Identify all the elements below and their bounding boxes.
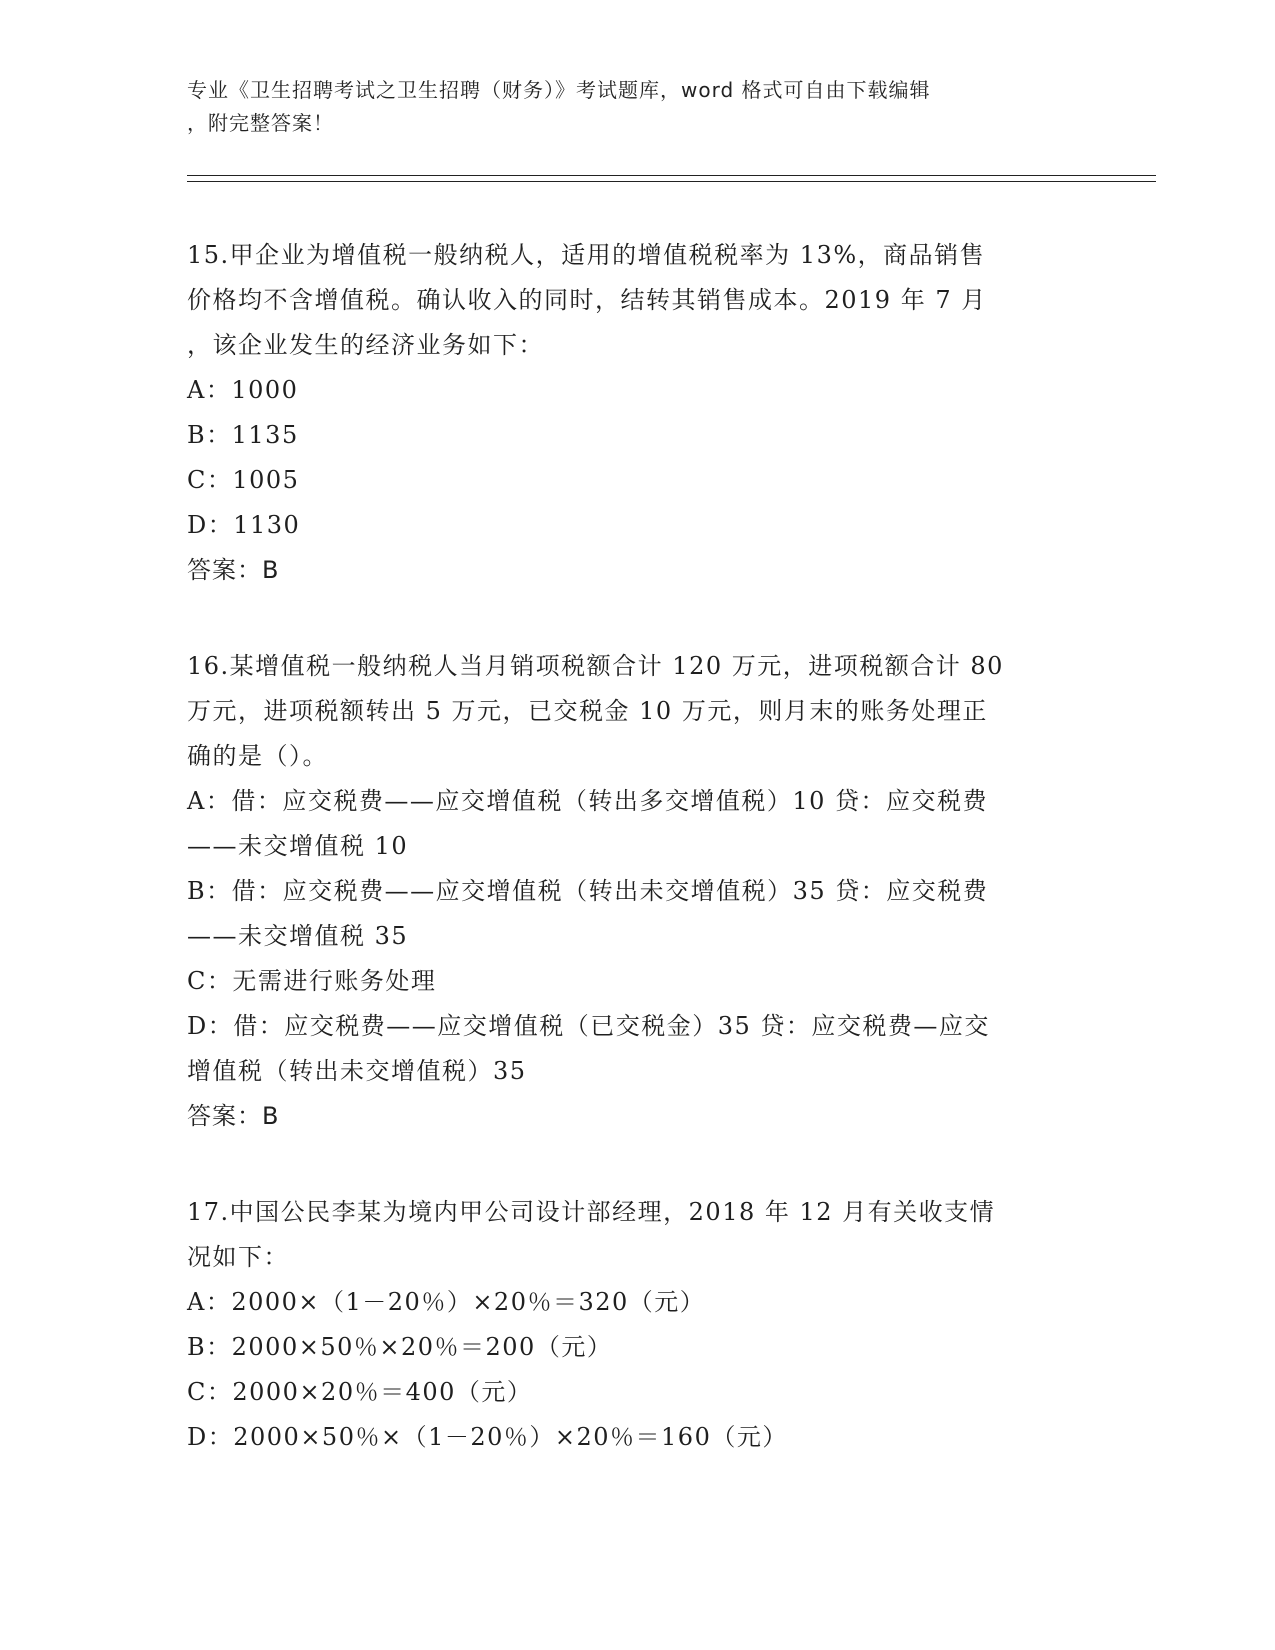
document-header — [187, 74, 1087, 140]
question-17 — [187, 1190, 1087, 1460]
option-d: D：借：应交税费——应交增值税（已交税金）35 贷：应交税费—应交 — [187, 1012, 990, 1040]
option-a: A：借：应交税费——应交增值税（转出多交增值税）10 贷：应交税费 — [187, 787, 988, 815]
question-stem-line: 15.甲企业为增值税一般纳税人，适用的增值税税率为 13%，商品销售 — [187, 241, 986, 269]
question-stem-line: 万元，进项税额转出 5 万元，已交税金 10 万元，则月末的账务处理正 — [187, 697, 988, 725]
header-line-2: ，附完整答案！ — [187, 111, 334, 135]
option-a: A：2000×（1－20％）×20％＝320（元） — [187, 1288, 706, 1316]
answer-line: 答案：B — [187, 556, 280, 584]
header-divider-bottom — [187, 181, 1156, 182]
option-c: C：无需进行账务处理 — [187, 967, 437, 995]
question-16 — [187, 644, 1087, 1139]
option-c: C：2000×20％＝400（元） — [187, 1378, 533, 1406]
question-stem-line: 17.中国公民李某为境内甲公司设计部经理，2018 年 12 月有关收支情 — [187, 1198, 996, 1226]
option-d: D：1130 — [187, 511, 301, 539]
answer-line: 答案：B — [187, 1102, 280, 1130]
option-b: B：2000×50％×20％＝200（元） — [187, 1333, 613, 1361]
option-d-continued: 增值税（转出未交增值税）35 — [187, 1057, 527, 1085]
question-stem-line: 16.某增值税一般纳税人当月销项税额合计 120 万元，进项税额合计 80 — [187, 652, 1004, 680]
question-stem-line: ，该企业发生的经济业务如下： — [187, 331, 544, 359]
option-a: A：1000 — [187, 376, 299, 404]
option-b-continued: ——未交增值税 35 — [187, 922, 409, 950]
question-15 — [187, 233, 1087, 593]
header-divider-top — [187, 175, 1156, 176]
option-b: B：借：应交税费——应交增值税（转出未交增值税）35 贷：应交税费 — [187, 877, 989, 905]
question-stem-line: 确的是（）。 — [187, 742, 328, 770]
header-line-1: 专业《卫生招聘考试之卫生招聘（财务）》考试题库，word 格式可自由下载编辑 — [187, 78, 931, 102]
question-stem-line: 价格均不含增值税。确认收入的同时，结转其销售成本。2019 年 7 月 — [187, 286, 987, 314]
option-d: D：2000×50％×（1－20％）×20％＝160（元） — [187, 1423, 788, 1451]
option-b: B：1135 — [187, 421, 299, 449]
option-c: C：1005 — [187, 466, 300, 494]
question-stem-line: 况如下： — [187, 1243, 289, 1271]
option-a-continued: ——未交增值税 10 — [187, 832, 409, 860]
